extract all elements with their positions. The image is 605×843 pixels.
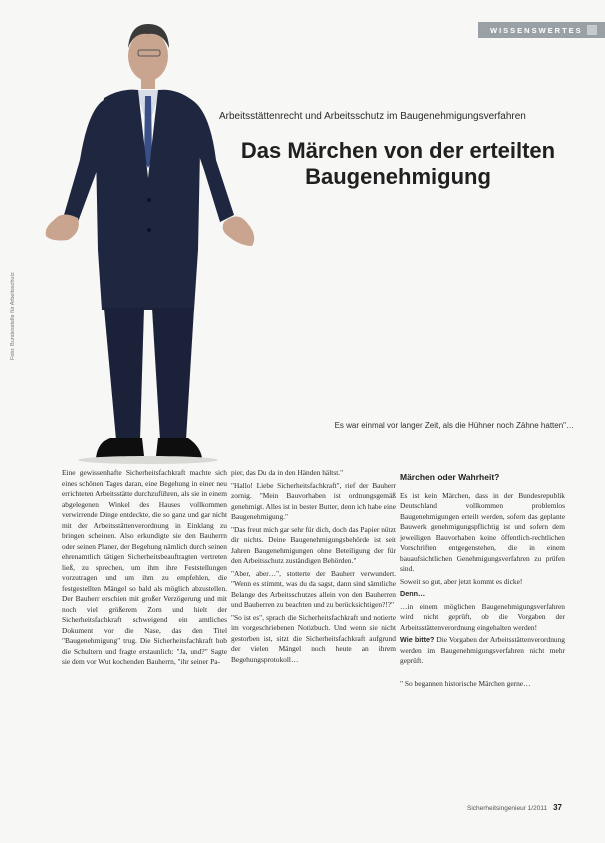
article-teaser: Es war einmal vor langer Zeit, als die Hühner noch Zähne hatten"… [334,421,574,430]
photo-credit: Foto: Bundesstelle für Arbeitsschutz [10,272,16,360]
article-headline: Das Märchen von der erteilten Baugenehmigung [240,138,556,189]
paragraph: …in einem möglichen Baugenehmigungsverfahren wird nicht geprüft, ob die Vorgaben der Arbeitsstättenverordnung eingehalten werden! [400,601,565,632]
text-column-1 [62,468,227,670]
paragraph: Die Vorgaben der Arbeitsstättenverordnung werden im Baugenehmigungsverfahren nicht mehr geprüft. [400,635,565,665]
text-column-3 [400,468,565,691]
paragraph: Soweit so gut, aber jetzt kommt es dicke! [400,576,523,586]
text-column-2 [231,468,396,667]
emphasis-label: Denn… [400,589,426,598]
paragraph: "Hallo! Liebe Sicherheitsfachkraft", rief der Bauherr zornig. "Mein Bauvorhaben ist ordnungsgemäß genehmigt. Alles ist in bester Butter, denn ich habe eine Baugenehmigung." [231,480,396,521]
magazine-name: Sicherheitsingenieur 1/2011 [466,805,548,812]
section-tab-label: WISSENSWERTES [490,25,583,35]
paragraph: Eine gewissenhafte Sicherheitsfachkraft machte sich eines schönen Tages daran, eine Begehung in einer neu errichteten Arbeitsstätte durchzuführen, als sie in einem abgelegenen Winkel des Hauses vollkommen verwirrende Dinge entdeckte, die so ganz und gar nicht mit der Arbeitsstättenverordnung in Einklang zu bringen scheinen. Also erkundigte sie den Bauherrn oder seinen Planer, der Begehung nämlich durch seinen ehrenamtlich tätigen Sicherheitsbeauftragten vertreten ließ, zu sprechen, um ihm ihre Feststellungen vorzutragen und um ihm zu empfehlen, die festgestellten Mängel so bald als möglich abzustellen. Der Bauherr erschien mit großer Verzögerung und mit noch viel größerem Zorn und hielt der Sicherheitsfachkraft schweigend ein amtliches Dokument vor die Nase, das den Titel "Baugenehmigung" trug. Die Sicherheitsfachkraft hob die Schultern und fragte erstaunlich: "Ja, und?" Sagte sie dem vor Wut kochenden Bauherrn, "ihr seiner Pa- [62,468,227,666]
section-tab [478,22,605,38]
businessman-photo [20,10,300,470]
paragraph: "So ist es", sprach die Sicherheitsfachkraft und notierte im vorgeschriebenen Notizbuch. Und wenn sie nicht gestorben ist, sitzt die Sicherheitsfachkraft aufgrund der vielen Mängel noch heute an ihrem Begehungsprotokoll… [231,612,396,664]
section-tab-marker [587,25,597,35]
paragraph: "Das freut mich gar sehr für dich, doch das Papier nützt dir nichts. Deine Baugenehmigungsbehörde ist seit Jahren Baugenehmigungen ohne Beteiligung der für den Arbeitsschutz zuständigen Behörden." [231,524,396,565]
article-kicker: Arbeitsstättenrecht und Arbeitsschutz im Baugenehmigungsverfahren [219,111,526,122]
emphasis-label: Wie bitte? [400,635,435,644]
page-number: 37 [553,803,562,812]
page-footer [432,803,562,812]
paragraph: " So begannen historische Märchen gerne… [400,678,531,688]
subheading: Märchen oder Wahrheit? [400,472,500,482]
paragraph: Es ist kein Märchen, dass in der Bundesrepublik Deutschland vollkommen problemlos Baugenehmigungen erteilt werden, sofern das geplante Bauwerk genehmigungspflichtig ist und sofern dem jeweiligen Bauvorhaben keine öffentlich-rechtlichen Vorschriften entgegenstehen, die in einem bauaufsichtlichen Genehmigungsverfahren zu prüfen sind. [400,490,565,573]
paragraph: "Aber, aber…", stotterte der Bauherr verwundert. "Wenn es stimmt, was du da sagst, dann sind sämtliche Belange des Arbeitsschutzes allein von den Bauherren und Bauherren zu beachten und zu berücksichtigen?!?" [231,568,396,609]
paragraph: pier, das Du da in den Händen hältst." [231,468,344,477]
